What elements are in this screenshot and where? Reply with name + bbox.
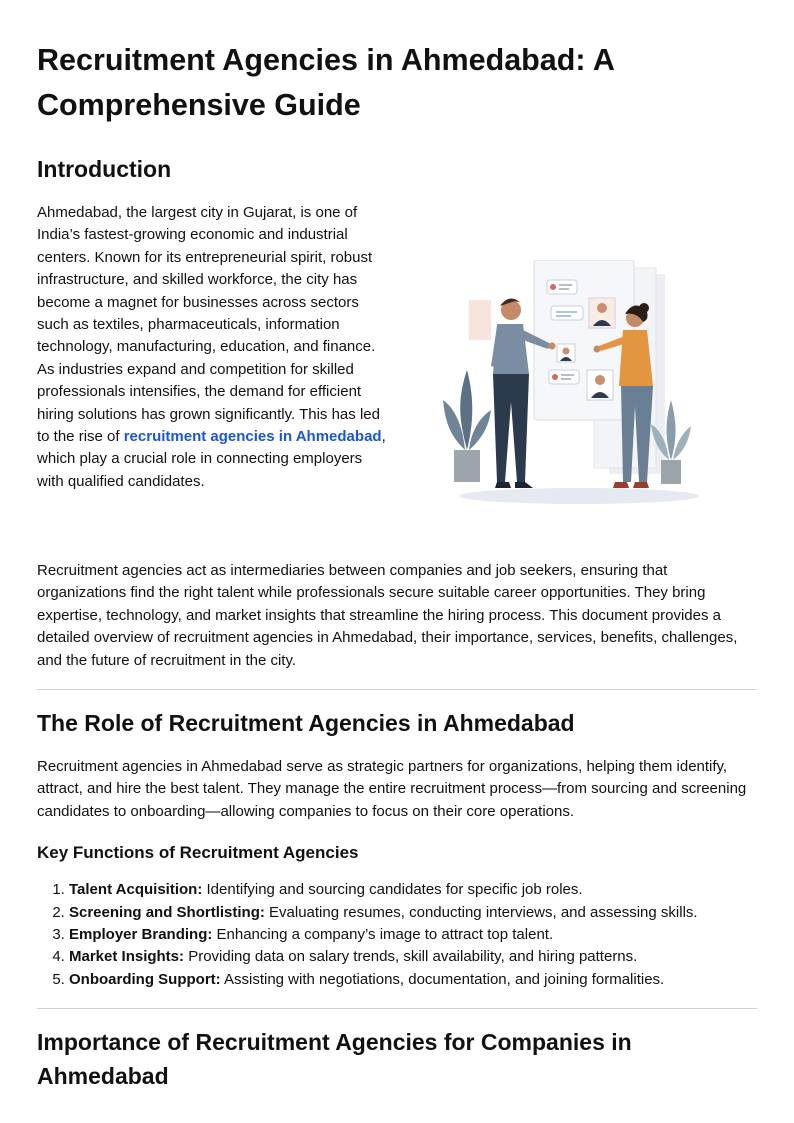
intro-text-end: , which play a crucial role in connecting employers with qualified candidates. xyxy=(37,428,386,490)
key-functions-heading: Key Functions of Recruitment Agencies xyxy=(37,843,359,863)
intro-paragraph-2: Recruitment agencies act as intermediaries between companies and job seekers, ensuring that organizations find the right talent while professionals secure suitable career opportunities. They bring expertise, technology, and market insights that streamline the hiring process. This document provides a detailed overview of recruitment agencies in Ahmedabad, their importance, services, benefits, challenges, and the future of recruitment in the city. xyxy=(37,562,738,669)
recruitment-illustration-image xyxy=(439,260,699,520)
list-item xyxy=(69,946,757,968)
role-heading: The Role of Recruitment Agencies in Ahmedabad xyxy=(37,710,575,737)
list-item xyxy=(69,969,757,991)
page-title: Recruitment Agencies in Ahmedabad: A Comprehensive Guide xyxy=(37,43,614,122)
list-item-term: Screening and Shortlisting: xyxy=(69,903,265,921)
list-item-desc: Providing data on salary trends, skill availability, and hiring patterns. xyxy=(184,948,638,966)
importance-heading: Importance of Recruitment Agencies for Companies in Ahmedabad xyxy=(37,1029,632,1090)
intro-heading: Introduction xyxy=(37,156,172,182)
recruitment-illustration xyxy=(389,202,757,522)
list-item-desc: Assisting with negotiations, documentation, and joining formalities. xyxy=(220,970,665,988)
intro-text-start: Ahmedabad, the largest city in Gujarat, is one of India’s fastest-growing economic and industrial centers. Known for its entrepreneurial spirit, robust infrastructure, and skilled workforce, the city has become a magnet for businesses across sectors such as textiles, pharmaceuticals, information technology, manufacturing, education, and finance. As industries expand and competition for skilled professionals intensifies, the demand for efficient hiring solutions has grown significantly. This has led to the rise of xyxy=(37,204,380,446)
list-item-term: Market Insights: xyxy=(69,948,185,966)
list-item xyxy=(69,924,757,946)
list-item-desc: Evaluating resumes, conducting interviews, and assessing skills. xyxy=(264,903,698,921)
list-item-term: Onboarding Support: xyxy=(69,970,221,988)
intro-paragraph xyxy=(37,202,389,522)
section-divider xyxy=(37,689,757,690)
list-item xyxy=(69,879,757,901)
list-item-term: Talent Acquisition: xyxy=(69,881,203,899)
intro-section xyxy=(37,202,757,522)
list-item xyxy=(69,902,757,924)
section-divider xyxy=(37,1008,757,1009)
list-item-term: Employer Branding: xyxy=(69,926,213,944)
list-item-desc: Enhancing a company’s image to attract top talent. xyxy=(212,926,554,944)
recruitment-agencies-link[interactable]: recruitment agencies in Ahmedabad xyxy=(123,428,382,446)
role-paragraph: Recruitment agencies in Ahmedabad serve as strategic partners for organizations, helping them identify, attract, and hire the best talent. They manage the entire recruitment process—from sourcing and screening candidates to onboarding—allowing companies to focus on their core operations. xyxy=(37,758,747,820)
key-functions-list xyxy=(37,879,757,991)
list-item-desc: Identifying and sourcing candidates for specific job roles. xyxy=(202,881,583,899)
